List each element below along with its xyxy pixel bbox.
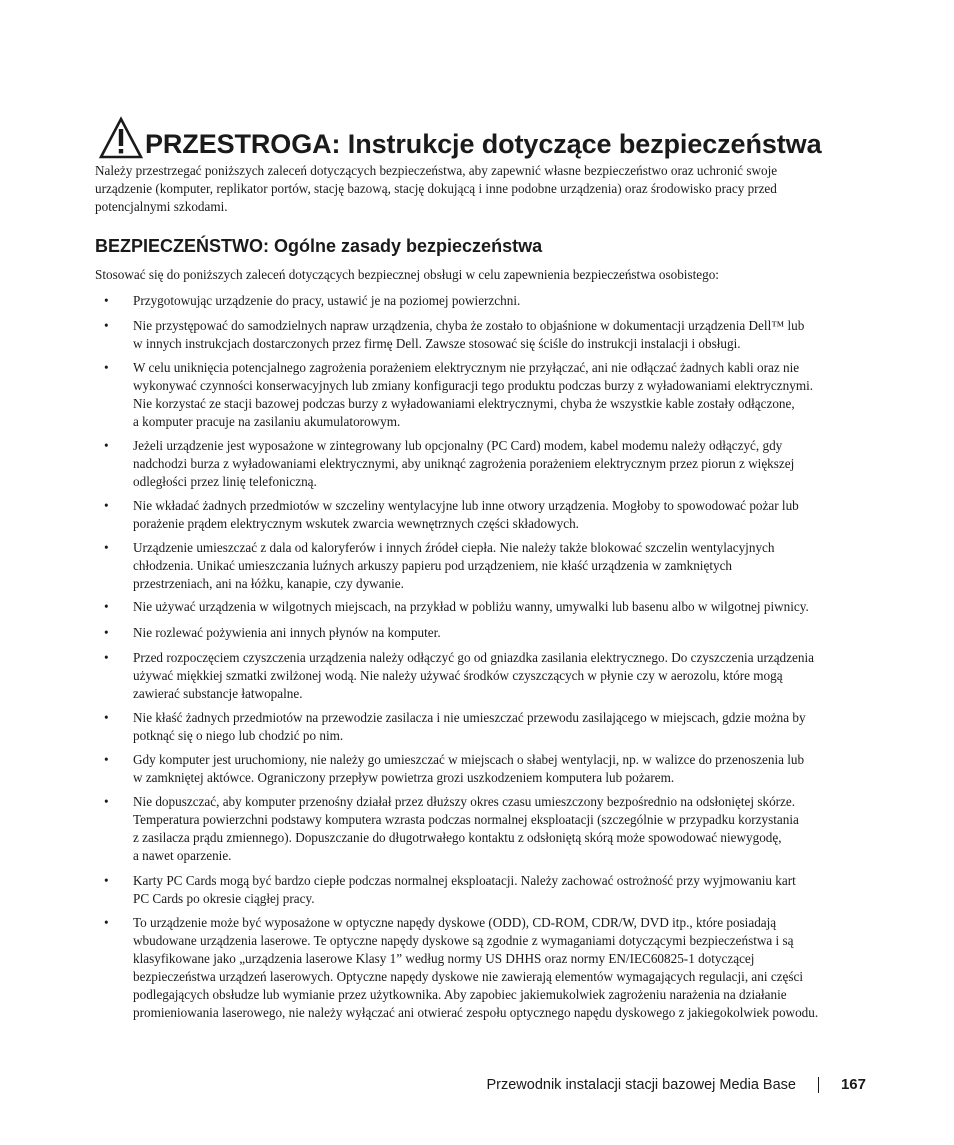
list-item-line: PC Cards po okresie ciągłej pracy. [133, 891, 315, 906]
list-item-line: promieniowania laserowego, nie należy wyłączać ani otwierać zespołu optycznego napędu dyskowego z jakiegokolwiek powodu. [133, 1005, 819, 1020]
list-item-line: W celu uniknięcia potencjalnego zagrożenia porażeniem elektrycznym nie przyłączać, ani nie odłączać żadnych kabli oraz nie [133, 360, 800, 375]
list-item-line: a nawet oparzenie. [133, 848, 232, 863]
list-item-line: Przygotowując urządzenie do pracy, ustawić je na poziomej powierzchni. [133, 293, 521, 308]
list-item-line: używać miękkiej szmatki zwilżonej wodą. Nie należy używać środków czyszczących w płynie czy w aerozolu, które mogą [133, 668, 783, 683]
bullet-marker: • [104, 318, 109, 333]
list-item-line: bezpieczeństwa urządzeń laserowych. Optyczne napędy dyskowe nie zawierają elementów wymagających regulacji, ani części [133, 969, 804, 984]
list-item-text [133, 914, 868, 1022]
bullet-marker: • [104, 710, 109, 725]
page-title-row [98, 108, 878, 160]
section-heading: BEZPIECZEŃSTWO: Ogólne zasady bezpieczeństwa [95, 236, 543, 256]
list-item-text [133, 751, 868, 787]
list-item-line: potknąć się o niego lub chodzić po nim. [133, 728, 344, 743]
list-item-line: Nie kłaść żadnych przedmiotów na przewodzie zasilacza i nie umieszczać przewodu zasilającego w miejscach, gdzie można by [133, 710, 806, 725]
footer-divider [818, 1077, 819, 1093]
list-item-text [133, 598, 868, 616]
list-item-line: w zamkniętej aktówce. Ograniczony przepływ powietrza grozi uszkodzeniem komputera lub pożarem. [133, 770, 675, 785]
bullet-marker: • [104, 873, 109, 888]
list-item-text [133, 359, 868, 431]
list-item-line: Nie korzystać ze stacji bazowej podczas burzy z wyładowaniami elektrycznymi, chyba że wszystkie kable zostały odłączone, [133, 396, 795, 411]
list-item-line: porażenie prądem elektrycznym wskutek zwarcia wewnętrznych części składowych. [133, 516, 579, 531]
list-item-line: podlegających obsłudze lub wymianie przez użytkownika. Aby zapobiec jakiemukolwiek zagrożeniu narażenia na działanie [133, 987, 787, 1002]
list-item-line: To urządzenie może być wyposażone w optyczne napędy dyskowe (ODD), CD-ROM, CDR/W, DVD itp., które posiadają [133, 915, 777, 930]
warning-triangle-icon [98, 116, 144, 160]
list-item-text [133, 437, 868, 491]
bullet-marker: • [104, 650, 109, 665]
list-item-text [133, 872, 868, 908]
page-title: PRZESTROGA: Instrukcje dotyczące bezpieczeństwa [145, 129, 822, 159]
list-item-line: Nie przystępować do samodzielnych napraw urządzenia, chyba że zostało to objaśnione w dokumentacji urządzenia Dell™ lub [133, 318, 805, 333]
list-item-line: Nie wkładać żadnych przedmiotów w szczeliny wentylacyjne lub inne otwory urządzenia. Mogłoby to spowodować pożar lub [133, 498, 799, 513]
intro-line: urządzenie (komputer, replikator portów, stację bazową, stację dokującą i inne podobne urządzenia) oraz środowisko pracy przed [95, 181, 777, 196]
list-item-line: wbudowane urządzenia laserowe. Te optyczne napędy dyskowe są zgodnie z wymaganiami dotyczącymi bezpieczeństwa i są [133, 933, 794, 948]
bullet-marker: • [104, 794, 109, 809]
section-lead: Stosować się do poniższych zaleceń dotyczących bezpiecznej obsługi w celu zapewnienia bezpieczeństwa osobistego: [95, 267, 719, 282]
list-item-text [133, 709, 868, 745]
bullet-marker: • [104, 498, 109, 513]
list-item-text [133, 649, 868, 703]
list-item-line: Karty PC Cards mogą być bardzo ciepłe podczas normalnej eksploatacji. Należy zachować ostrożność przy wyjmowaniu kart [133, 873, 796, 888]
list-item-text [133, 317, 868, 353]
list-item-line: Przed rozpoczęciem czyszczenia urządzenia należy odłączyć go od gniazdka zasilania elektrycznego. Do czyszczenia urządzenia [133, 650, 814, 665]
list-item-line: Gdy komputer jest uruchomiony, nie należy go umieszczać w miejscach o słabej wentylacji, np. w walizce do przenoszenia lub [133, 752, 805, 767]
list-item-line: odległości przez linię telefoniczną. [133, 474, 317, 489]
list-item-line: w innych instrukcjach dostarczonych przez firmę Dell. Zawsze stosować się ściśle do instrukcji instalacji i obsługi. [133, 336, 741, 351]
list-item-text [133, 624, 868, 642]
list-item-line: przestrzeniach, ani na łóżku, kanapie, czy dywanie. [133, 576, 404, 591]
list-item-text [133, 292, 868, 310]
list-item-line: Nie dopuszczać, aby komputer przenośny działał przez dłuższy okres czasu umieszczony bezpośrednio na odsłoniętej skórze. [133, 794, 796, 809]
list-item-line: Jeżeli urządzenie jest wyposażone w zintegrowany lub opcjonalny (PC Card) modem, kabel modemu należy odłączyć, gdy [133, 438, 783, 453]
list-item-line: Urządzenie umieszczać z dala od kaloryferów i innych źródeł ciepła. Nie należy także blokować szczelin wentylacyjnych [133, 540, 775, 555]
page-footer [486, 1075, 866, 1095]
footer-title: Przewodnik instalacji stacji bazowej Media Base [486, 1077, 796, 1093]
bullet-marker: • [104, 915, 109, 930]
intro-paragraph [95, 162, 865, 216]
list-item-line: chłodzenia. Unikać umieszczania luźnych arkuszy papieru pod urządzeniem, nie kłaść urządzenia w zamkniętych [133, 558, 733, 573]
list-item-line: Nie używać urządzenia w wilgotnych miejscach, na przykład w pobliżu wanny, umywalki lub basenu albo w wilgotnej piwnicy. [133, 599, 809, 614]
list-item-line: klasyfikowane jako „urządzenia laserowe Klasy 1” według normy US DHHS oraz normy EN/IEC60825-1 dotyczącej [133, 951, 755, 966]
bullet-marker: • [104, 625, 109, 640]
list-item-line: Nie rozlewać pożywienia ani innych płynów na komputer. [133, 625, 441, 640]
bullet-marker: • [104, 599, 109, 614]
intro-line: Należy przestrzegać poniższych zaleceń dotyczących bezpieczeństwa, aby zapewnić własne bezpieczeństwo oraz uchronić swoje [95, 163, 778, 178]
bullet-marker: • [104, 752, 109, 767]
bullet-marker: • [104, 540, 109, 555]
intro-line: potencjalnymi szkodami. [95, 199, 228, 214]
list-item-line: z zasilacza prądu zmiennego). Dopuszczanie do długotrwałego kontaktu z odsłoniętą skórą może spowodować niewygodę, [133, 830, 782, 845]
list-item-text [133, 539, 868, 593]
list-item-text [133, 793, 868, 865]
list-item-text [133, 497, 868, 533]
bullet-marker: • [104, 360, 109, 375]
bullet-marker: • [104, 293, 109, 308]
list-item-line: Temperatura powierzchni podstawy komputera wzrasta podczas normalnej eksploatacji (szczególnie w przypadku korzystania [133, 812, 799, 827]
list-item-line: a komputer pracuje na zasilaniu akumulatorowym. [133, 414, 401, 429]
list-item-line: zawierać substancje łatwopalne. [133, 686, 303, 701]
list-item-line: wykonywać czynności konserwacyjnych lub zmiany konfiguracji tego produktu podczas burzy z wyładowaniami elektrycznymi. [133, 378, 814, 393]
page-number: 167 [840, 1076, 866, 1093]
bullet-marker: • [104, 438, 109, 453]
list-item-line: nadchodzi burza z wyładowaniami elektrycznymi, aby uniknąć zagrożenia porażeniem elektrycznym przez piorun z większej [133, 456, 795, 471]
